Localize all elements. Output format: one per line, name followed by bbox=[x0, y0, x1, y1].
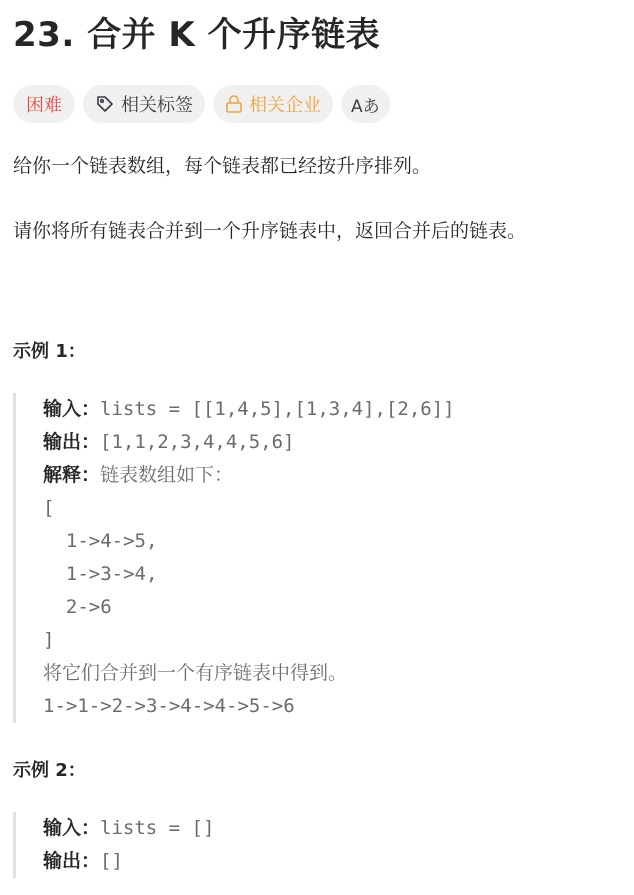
example-1-title: 示例 1： bbox=[13, 341, 86, 362]
difficulty-badge[interactable] bbox=[13, 85, 75, 123]
tag-bar bbox=[13, 85, 390, 123]
merge-text: 将它们合并到一个有序链表中得到。 bbox=[43, 662, 348, 684]
input-value: lists = [[1,4,5],[1,3,4],[2,6]] bbox=[100, 398, 455, 420]
lock-icon bbox=[225, 94, 243, 114]
example-2-input bbox=[43, 812, 623, 845]
description-paragraph-1: 给你一个链表数组，每个链表都已经按升序排列。 bbox=[13, 155, 432, 177]
related-topics-button[interactable] bbox=[83, 85, 205, 123]
list-line: [ bbox=[43, 497, 55, 519]
input-label: 输入： bbox=[43, 817, 101, 839]
list-line: ] bbox=[43, 629, 55, 651]
example-1-input bbox=[43, 393, 623, 426]
example-2-output bbox=[43, 845, 623, 878]
explanation-label: 解释： bbox=[43, 464, 101, 486]
related-companies-button[interactable] bbox=[213, 85, 333, 123]
output-label: 输出： bbox=[43, 850, 101, 872]
output-value: [] bbox=[100, 850, 123, 872]
related-topics-label: 相关标签 bbox=[121, 95, 193, 116]
list-line: 1->4->5, bbox=[43, 530, 158, 552]
merged-result: 1->1->2->3->4->4->5->6 bbox=[43, 695, 295, 717]
problem-title: 23. 合并 K 个升序链表 bbox=[13, 15, 381, 55]
difficulty-label: 困难 bbox=[26, 95, 62, 116]
related-companies-label: 相关企业 bbox=[249, 95, 321, 116]
example-2-title: 示例 2： bbox=[13, 760, 86, 781]
output-value: [1,1,2,3,4,4,5,6] bbox=[100, 431, 295, 453]
tag-icon bbox=[95, 94, 115, 114]
output-label: 输出： bbox=[43, 431, 101, 453]
description-paragraph-2: 请你将所有链表合并到一个升序链表中，返回合并后的链表。 bbox=[13, 220, 527, 242]
example-2-block bbox=[13, 812, 623, 878]
translate-button[interactable] bbox=[341, 85, 390, 123]
example-1-output bbox=[43, 426, 623, 459]
list-line: 2->6 bbox=[43, 596, 112, 618]
example-1-block bbox=[13, 393, 623, 723]
input-value: lists = [] bbox=[100, 817, 215, 839]
translate-icon: Aあ bbox=[351, 96, 380, 117]
input-label: 输入： bbox=[43, 398, 101, 420]
list-line: 1->3->4, bbox=[43, 563, 158, 585]
example-1-explanation bbox=[43, 459, 623, 492]
explanation-value: 链表数组如下： bbox=[100, 464, 234, 486]
